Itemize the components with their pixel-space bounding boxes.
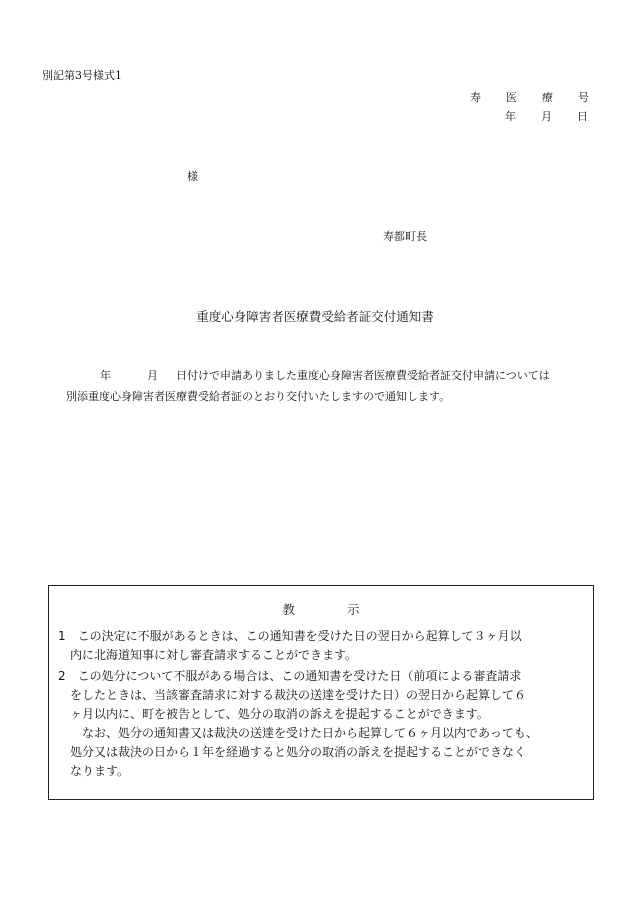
date-year: 年 — [505, 110, 516, 123]
notice-item-2-line: なります。 — [58, 764, 130, 778]
body-line-2: 別添重度心身障害者医療費受給者証のとおり交付いたしますので通知します。 — [66, 390, 451, 403]
notice-item-2-line: 2 この処分について不服がある場合は、この通知書を受けた日（前項による審査請求 — [58, 669, 522, 683]
cert-number-char: 寿 — [470, 91, 481, 104]
body-line-1 — [100, 367, 550, 383]
notice-heading-char: 教 — [282, 602, 295, 617]
notice-item-2-line: 処分又は裁決の日から１年を経過すると処分の取消の訴えを提起することができなく — [58, 745, 527, 759]
notice-item-2-line: をしたときは、当該審査請求に対する裁決の送達を受けた日）の翌日から起算して６ — [58, 688, 527, 702]
document-title: 重度心身障害者医療費受給者証交付通知書 — [196, 309, 434, 324]
notice-item-1-line: 1 この決定に不服があるときは、この通知書を受けた日の翌日から起算して３ヶ月以 — [58, 629, 522, 643]
cert-number-char: 号 — [578, 91, 589, 104]
issue-date — [505, 108, 588, 124]
notice-box — [48, 585, 594, 800]
cert-number-char: 医 — [506, 91, 517, 104]
body-text-1: 日付けで申請ありました重度心身障害者医療費受給者証交付申請については — [176, 369, 550, 382]
notice-heading-char: 示 — [347, 602, 360, 617]
sender: 寿都町長 — [383, 230, 427, 243]
date-day: 日 — [577, 110, 588, 123]
notice-item-1-line: 内に北海道知事に対し審査請求することができます。 — [58, 648, 358, 662]
notice-heading — [49, 600, 593, 618]
notice-item-2-line: ヶ月以内に、町を被告として、処分の取消の訴えを提起することができます。 — [58, 707, 489, 721]
date-month: 月 — [541, 110, 552, 123]
recipient-suffix: 様 — [187, 170, 198, 183]
body-year: 年 — [100, 369, 111, 382]
notice-item-2-line: なお、処分の通知書又は裁決の送達を受けた日から起算して６ヶ月以内であっても、 — [58, 726, 538, 740]
body-month: 月 — [147, 369, 158, 382]
cert-number-char: 療 — [542, 91, 553, 104]
certificate-number — [470, 89, 589, 105]
form-number: 別記第3号様式1 — [42, 69, 122, 82]
